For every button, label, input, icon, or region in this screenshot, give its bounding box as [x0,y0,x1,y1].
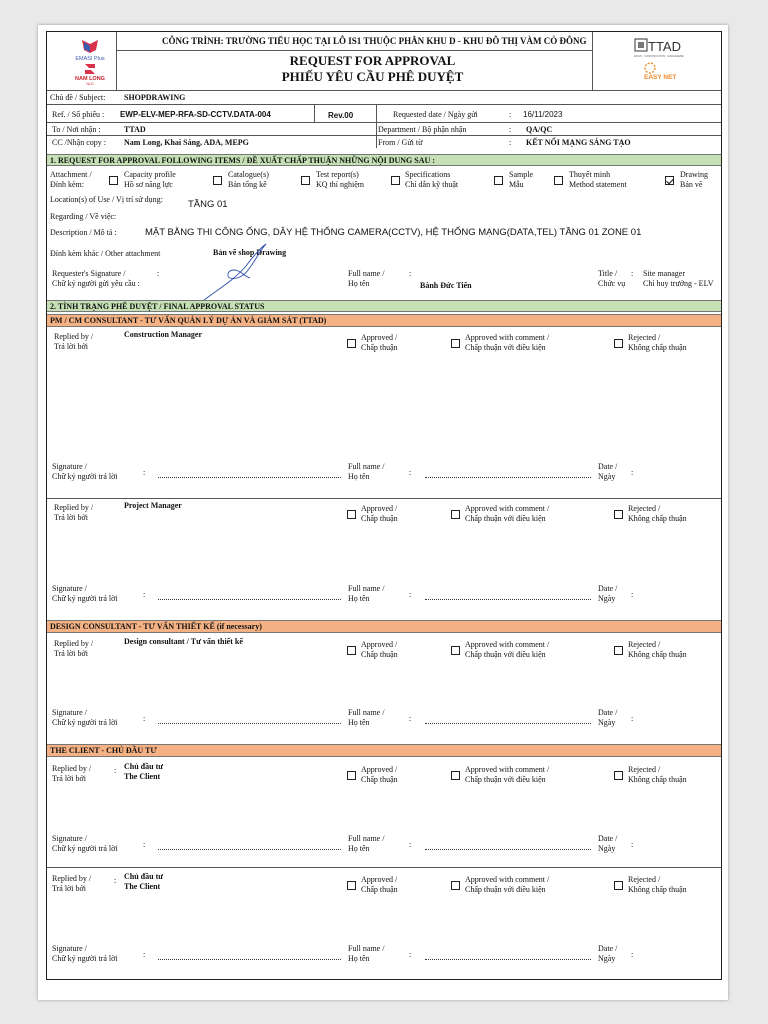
rejected-label: Rejected / Không chấp thuận [628,333,687,352]
date-label: Date / Ngày [598,462,618,481]
approved-with-comment-label: Approved with comment / Chấp thuận với điều kiện [465,875,550,894]
title-vi: PHIẾU YÊU CẦU PHÊ DUYỆT [281,69,464,84]
responder-role: Chủ đầu tư [124,762,164,771]
full-name-label: Full name / Họ tên [348,708,385,727]
checkbox-rejected[interactable] [614,771,623,780]
ref-label: Ref. / Số phiếu : [52,110,105,119]
easynet-logo [640,60,680,82]
approved-label: Approved / Chấp thuận [361,504,398,523]
checkbox-rejected[interactable] [614,339,623,348]
attachment-label: Attachment / Đính kèm: [50,170,92,189]
svg-text:TTAD: TTAD [648,39,681,54]
signature-label: Signature / Chữ ký người trả lời [52,462,118,481]
department-value: QA/QC [526,125,553,134]
checkbox-sample[interactable] [494,176,503,185]
from-label: From / Gửi từ [378,138,423,147]
namlong-wordmark: NAM LONG [75,76,105,82]
checkbox-approved-with-comment[interactable] [451,771,460,780]
other-attachment-label: Đính kèm khác / Other attachment [50,249,161,258]
checkbox-specifications[interactable] [391,176,400,185]
requester-signature [200,240,280,304]
replied-by-label: Replied by / Trả lời bởi [54,503,94,522]
client-band: THE CLIENT - CHỦ ĐẦU TƯ [47,744,721,757]
svg-text:NLG: NLG [86,82,94,86]
to-value: TTAD [124,125,146,134]
responder-role-2: The Client [124,772,161,781]
pm-consultant-band: PM / CM CONSULTANT - TƯ VẤN QUẢN LÝ DỰ ÁN VÀ GIÁM SÁT (TTAD) [47,314,721,327]
section1-header: 1. REQUEST FOR APPROVAL FOLLOWING ITEMS / ĐỀ XUẤT CHẤP THUẬN NHỮNG NỘI DUNG SAU : [47,154,721,166]
checkbox-test-report[interactable] [301,176,310,185]
replied-by-label: Replied by / Trả lời bởi [54,332,94,351]
signature-line[interactable] [158,477,341,478]
subject-label: Chủ đề / Subject: [50,93,106,102]
location-value: TẦNG 01 [188,199,228,210]
full-name-line[interactable] [425,849,591,850]
full-name-label: Full name / Họ tên [348,584,385,603]
checkbox-rejected[interactable] [614,510,623,519]
approved-with-comment-label: Approved with comment / Chấp thuận với điều kiện [465,640,550,659]
approved-with-comment-label: Approved with comment / Chấp thuận với điều kiện [465,765,550,784]
requester-title: Site manager Chỉ huy trưởng - ELV [643,269,714,288]
requested-date-value: 16/11/2023 [523,110,563,119]
signature-label: Signature / Chữ ký người trả lời [52,944,118,963]
revision: Rev.00 [328,111,354,120]
full-name-line[interactable] [425,599,591,600]
emasi-namlong-logo [70,38,110,86]
checkbox-capacity-profile[interactable] [109,176,118,185]
description-value: MẶT BẰNG THI CÔNG ỐNG, DÂY HỆ THỐNG CAMERA(CCTV), HỆ THỐNG MẠNG(DATA,TEL) TẦNG 01 ZONE 01 [145,227,642,238]
responder-role: Project Manager [124,501,182,510]
checkbox-approved[interactable] [347,510,356,519]
section2-header: 2. TÌNH TRẠNG PHÊ DUYỆT / FINAL APPROVAL STATUS [47,300,721,312]
replied-by-label: Replied by / Trả lời bởi [52,874,92,893]
approved-label: Approved / Chấp thuận [361,640,398,659]
rejected-label: Rejected / Không chấp thuận [628,875,687,894]
to-label: To / Nơi nhận : [52,125,101,134]
approved-label: Approved / Chấp thuận [361,333,398,352]
checkbox-approved-with-comment[interactable] [451,339,460,348]
checkbox-rejected[interactable] [614,646,623,655]
full-name-label: Full name / Họ tên [348,834,385,853]
checkbox-catalogue[interactable] [213,176,222,185]
replied-by-label: Replied by / Trả lời bởi [54,639,94,658]
replied-by-label: Replied by / Trả lời bởi [52,764,92,783]
responder-role: Design consultant / Tư vấn thiết kế [124,637,243,646]
design-consultant-band: DESIGN CONSULTANT - TƯ VẤN THIẾT KẾ (if necessary) [47,620,721,633]
signature-label: Signature / Chữ ký người trả lời [52,834,118,853]
from-value: KẾT NỐI MẠNG SÁNG TẠO [526,138,631,147]
emasi-wordmark: EMASI Plus [75,56,105,62]
signature-line[interactable] [158,959,341,960]
rejected-label: Rejected / Không chấp thuận [628,504,687,523]
requester-signature-label: Requester's Signature / Chữ ký người gửi yêu cầu : [52,269,140,288]
responder-role-2: The Client [124,882,161,891]
date-label: Date / Ngày [598,708,618,727]
date-label: Date / Ngày [598,834,618,853]
checkbox-method-statement[interactable] [554,176,563,185]
other-attachment-value: Bản vẽ shop Drawing [213,248,287,257]
full-name-line[interactable] [425,723,591,724]
date-label: Date / Ngày [598,584,618,603]
rejected-label: Rejected / Không chấp thuận [628,640,687,659]
approved-label: Approved / Chấp thuận [361,875,398,894]
approved-with-comment-label: Approved with comment / Chấp thuận với điều kiện [465,333,550,352]
checkbox-rejected[interactable] [614,881,623,890]
rejected-label: Rejected / Không chấp thuận [628,765,687,784]
checkbox-approved-with-comment[interactable] [451,881,460,890]
signature-line[interactable] [158,849,341,850]
signature-line[interactable] [158,723,341,724]
description-label: Description / Mô tả : [50,228,117,237]
responder-role: Chủ đầu tư [124,872,164,881]
full-name-line[interactable] [425,477,591,478]
signature-line[interactable] [158,599,341,600]
title-en: REQUEST FOR APPROVAL [289,53,456,68]
checkbox-approved-with-comment[interactable] [451,510,460,519]
approved-label: Approved / Chấp thuận [361,765,398,784]
checkbox-drawing[interactable] [665,176,674,185]
checkbox-approved-with-comment[interactable] [451,646,460,655]
cc-label: CC /Nhận copy : [52,138,106,147]
svg-text:EASY NET: EASY NET [644,74,677,81]
regarding-label: Regarding / Về việc: [50,212,117,221]
project-name: CÔNG TRÌNH: TRƯỜNG TIỂU HỌC TẠI LÔ IS1 THUỘC PHÂN KHU D - KHU ĐÔ THỊ VÀM CỎ ĐÔNG [162,36,587,46]
subject-value: SHOPDRAWING [124,93,186,102]
checkbox-approved[interactable] [347,646,356,655]
department-label: Department / Bộ phận nhận [378,125,467,134]
requested-date-label: Requested date / Ngày gửi [393,110,478,119]
cc-value: Nam Long, Khai Sáng, ADA, MEPG [124,138,249,147]
ref-value: EWP-ELV-MEP-RFA-SD-CCTV.DATA-004 [120,110,271,119]
ttad-logo [634,36,684,60]
checkbox-approved[interactable] [347,771,356,780]
date-label: Date / Ngày [598,944,618,963]
svg-text:DESIGN · CONSTRUCTION · MANAGE: DESIGN · CONSTRUCTION · MANAGEMENT [634,55,684,58]
full-name-label: Full name / Họ tên [348,944,385,963]
checkbox-approved[interactable] [347,881,356,890]
full-name-line[interactable] [425,959,591,960]
approved-with-comment-label: Approved with comment / Chấp thuận với điều kiện [465,504,550,523]
full-name-label: Full name / Họ tên [348,462,385,481]
requester-name: Bành Đức Tiến [420,281,472,290]
signature-label: Signature / Chữ ký người trả lời [52,584,118,603]
checkbox-approved[interactable] [347,339,356,348]
signature-label: Signature / Chữ ký người trả lời [52,708,118,727]
location-label: Location(s) of Use / Vị trí sử dụng: [50,195,163,204]
responder-role: Construction Manager [124,330,202,339]
